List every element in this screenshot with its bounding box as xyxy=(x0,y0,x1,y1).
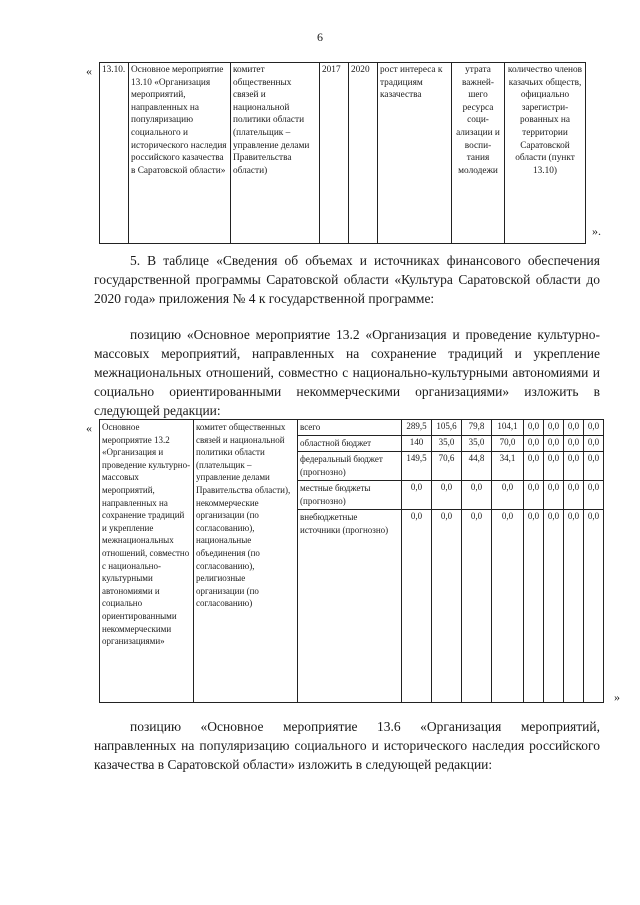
activity-executor: комитет общественных связей и национальной политики области (плательщик – управление делами Правительства области) xyxy=(231,63,320,244)
funding-value: 0,0 xyxy=(544,510,564,703)
funding-value: 0,0 xyxy=(432,481,462,510)
funding-value: 0,0 xyxy=(462,481,492,510)
table-row xyxy=(100,420,604,436)
funding-value: 0,0 xyxy=(492,510,524,703)
activity-table xyxy=(99,62,586,244)
start-year: 2017 xyxy=(320,63,349,244)
funding-value: 0,0 xyxy=(544,420,564,436)
funding-value: 0,0 xyxy=(564,510,584,703)
funding-value: 44,8 xyxy=(462,452,492,481)
funding-value: 0,0 xyxy=(524,510,544,703)
funding-value: 0,0 xyxy=(584,420,604,436)
funding-value: 0,0 xyxy=(524,436,544,452)
funding-value: 0,0 xyxy=(564,481,584,510)
funding-value: 0,0 xyxy=(524,420,544,436)
funding-source: всего xyxy=(298,420,402,436)
paragraph-1: 5. В таблице «Сведения об объемах и источниках финансового обеспечения государственной программы Саратовской области «Культура Саратовской области до 2020 года» приложения № 4 к государственной программе: xyxy=(94,253,600,306)
funding-value: 0,0 xyxy=(584,481,604,510)
funding-source: внебюджетные источники (прогнозно) xyxy=(298,510,402,703)
funding-value: 35,0 xyxy=(462,436,492,452)
funding-value: 35,0 xyxy=(432,436,462,452)
funding-value: 0,0 xyxy=(462,510,492,703)
funding-value: 105,6 xyxy=(432,420,462,436)
funding-source: областной бюджет xyxy=(298,436,402,452)
funding-value: 104,1 xyxy=(492,420,524,436)
funding-value: 0,0 xyxy=(524,481,544,510)
row-number: 13.10. xyxy=(100,63,129,244)
funding-value: 0,0 xyxy=(402,510,432,703)
funding-value: 0,0 xyxy=(584,510,604,703)
funding-value: 149,5 xyxy=(402,452,432,481)
table1-close-quote: ». xyxy=(592,224,601,238)
indicator: количество членов казачьих обществ, официально зарегистри-рованных на территории Саратовской области (пункт 13.10) xyxy=(505,63,586,244)
table2-close-quote: » xyxy=(614,690,620,704)
paragraph-3: позицию «Основное мероприятие 13.6 «Организация мероприятий, направленных на популяризацию социального и исторического наследия российского казачества в Саратовской области» изложить в следующей редакции: xyxy=(94,719,600,772)
funding-value: 0,0 xyxy=(564,420,584,436)
activity-name: Основное мероприятие 13.10 «Организация мероприятий, направленных на популяризацию социального и исторического наследия российского казачества в Саратовской области» xyxy=(129,63,231,244)
funding-value: 140 xyxy=(402,436,432,452)
funding-value: 70,6 xyxy=(432,452,462,481)
funding-value: 0,0 xyxy=(544,452,564,481)
funding-value: 0,0 xyxy=(524,452,544,481)
funding-value: 0,0 xyxy=(432,510,462,703)
expected-result: рост интереса к традициям казачества xyxy=(378,63,452,244)
funding-value: 289,5 xyxy=(402,420,432,436)
funding-table xyxy=(99,419,604,703)
funding-value: 0,0 xyxy=(544,436,564,452)
funding-value: 79,8 xyxy=(462,420,492,436)
funding-value: 0,0 xyxy=(584,436,604,452)
funding-value: 0,0 xyxy=(402,481,432,510)
funding-source: местные бюджеты (прогнозно) xyxy=(298,481,402,510)
table2-open-quote: « xyxy=(86,421,92,435)
funding-value: 34,1 xyxy=(492,452,524,481)
funding-value: 0,0 xyxy=(492,481,524,510)
end-year: 2020 xyxy=(349,63,378,244)
funding-value: 70,0 xyxy=(492,436,524,452)
activity-executor: комитет общественных связей и национальной политики области (плательщик – управление делами Правительства области), некоммерческие организации (по согласованию), национальные объединения (по согласованию), религиозные организации (по согласованию) xyxy=(194,420,298,703)
paragraph-2: позицию «Основное мероприятие 13.2 «Организация и проведение культурно-массовых мероприятий, направленных на сохранение традиций и укрепление межнациональных отношений, совместно с национально-культурными автономиями и социально ориентированными некоммерческими организациями» изложить в следующей редакции: xyxy=(94,327,600,418)
risk-consequence: утрата важней-шего ресурса соци-ализации и воспи-тания молодежи xyxy=(452,63,505,244)
activity-name: Основное мероприятие 13.2 «Организация и проведение культурно-массовых мероприятий, направленных на сохранение традиций и укрепление межнациональных отношений, совместно с национально-культурными автономиями и социально ориентированными некоммерческими организациями» xyxy=(100,420,194,703)
funding-value: 0,0 xyxy=(584,452,604,481)
page-number: 6 xyxy=(317,30,323,44)
table1-open-quote: « xyxy=(86,64,92,78)
funding-value: 0,0 xyxy=(564,436,584,452)
funding-value: 0,0 xyxy=(544,481,564,510)
funding-source: федеральный бюджет (прогнозно) xyxy=(298,452,402,481)
funding-value: 0,0 xyxy=(564,452,584,481)
table-row xyxy=(100,63,586,244)
